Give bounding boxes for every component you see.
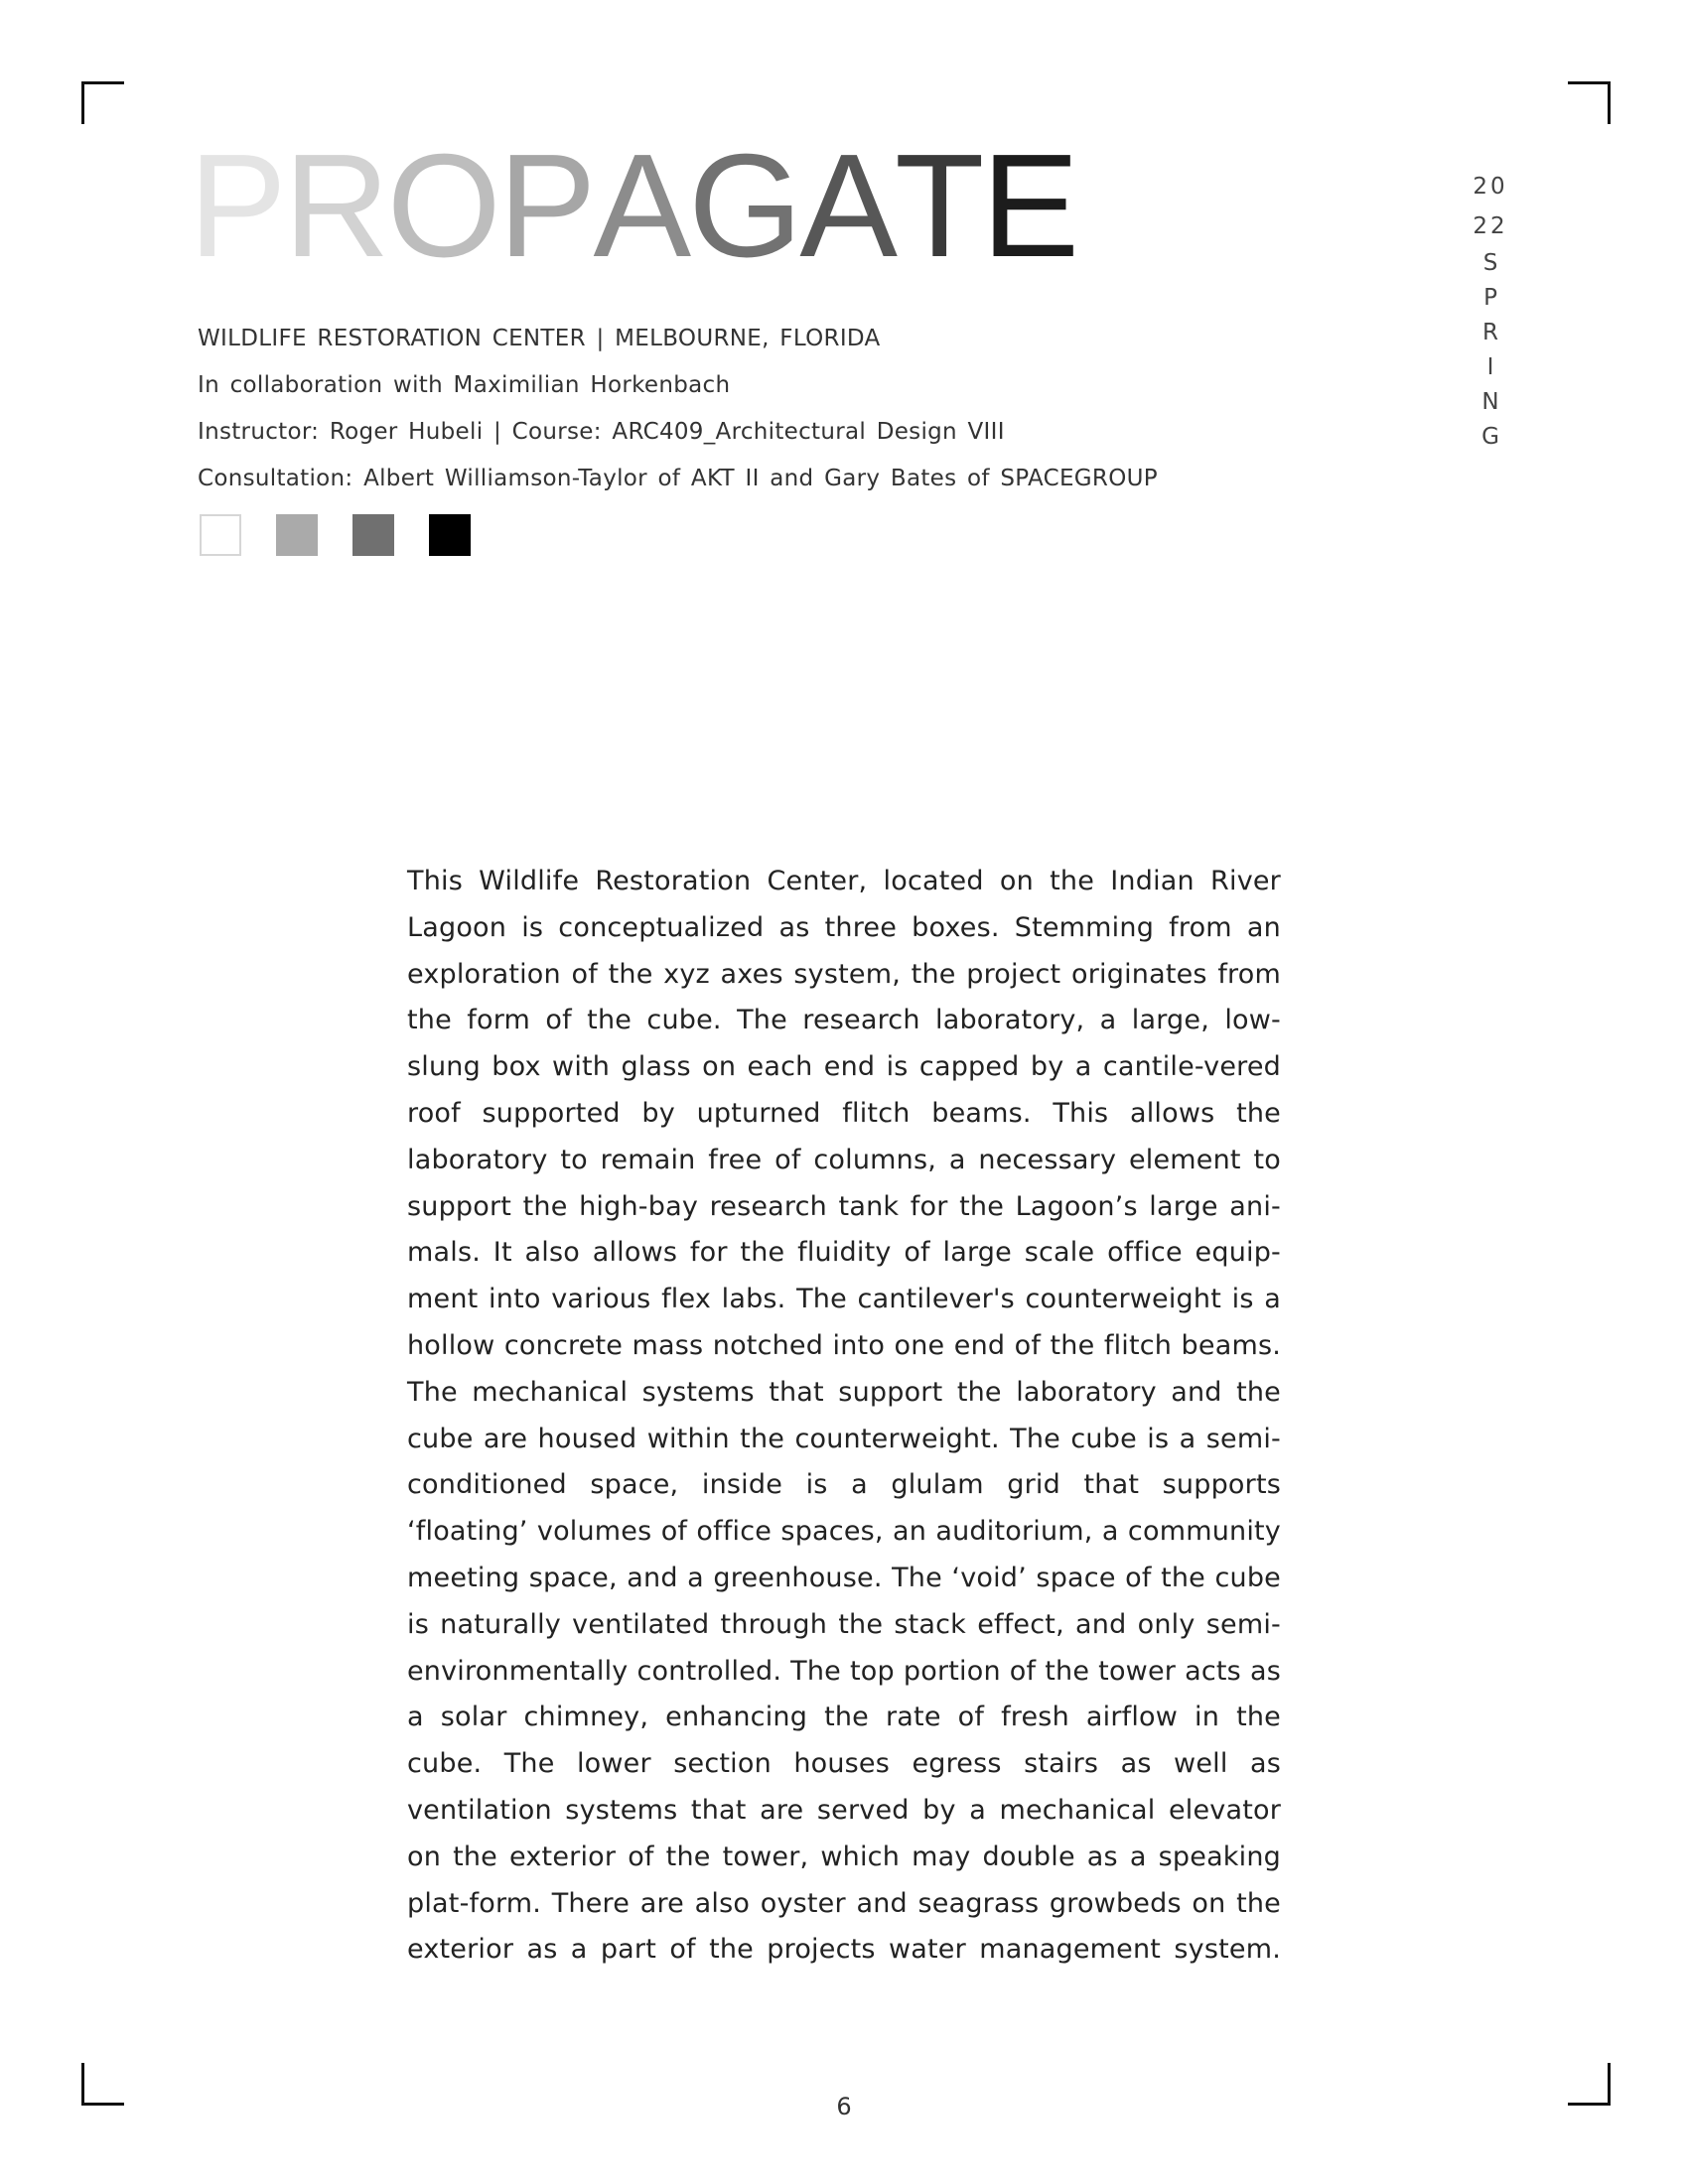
season-letter: I	[1486, 354, 1494, 380]
crop-mark-top-left	[81, 81, 124, 124]
semester-label	[1456, 167, 1525, 455]
color-swatch	[429, 514, 471, 556]
collaboration-credit: In collaboration with Maximilian Horkenbach	[198, 372, 731, 398]
crop-mark-bottom-left	[81, 2063, 124, 2106]
color-swatch	[200, 514, 241, 556]
color-swatch	[276, 514, 318, 556]
page-number: 6	[836, 2093, 852, 2120]
title-letter: E	[981, 124, 1077, 288]
project-location: WILDLIFE RESTORATION CENTER | MELBOURNE, FLORIDA	[198, 326, 881, 351]
title-letter: R	[283, 124, 387, 288]
title-letter: A	[799, 124, 896, 288]
instructor-course: Instructor: Roger Hubeli | Course: ARC409_Architectural Design VIII	[198, 419, 1005, 445]
season-vertical	[1456, 246, 1525, 455]
title-letter: G	[688, 124, 800, 288]
season-letter: R	[1482, 320, 1498, 345]
season-letter: S	[1482, 250, 1498, 276]
title-letter: O	[386, 124, 498, 288]
title-letter: T	[895, 124, 982, 288]
project-title	[189, 124, 1077, 288]
title-letter: P	[189, 124, 284, 288]
crop-mark-bottom-right	[1568, 2063, 1611, 2106]
season-letter: G	[1481, 424, 1499, 450]
project-description: This Wildlife Restoration Center, located on the Indian River Lagoon is conceptualized as three boxes. Stemming from an exploration of the xyz axes system, the project originates from the form of the cube. The research laboratory, a large, low-slung box with glass on each end is capped by a cantile-vered roof supported by upturned flitch beams. This allows the laboratory to remain free of columns, a necessary element to support the high-bay research tank for the Lagoon’s large ani-mals. It also allows for the fluidity of large scale office equip-ment into various flex labs. The cantilever's counterweight is a hollow concrete mass notched into one end of the flitch beams. The mechanical systems that support the laboratory and the cube are housed within the counterweight. The cube is a semi-conditioned space, inside is a glulam grid that supports ‘floating’ volumes of office spaces, an auditorium, a community meeting space, and a greenhouse. The ‘void’ space of the cube is naturally ventilated through the stack effect, and only semi-environmentally controlled. The top portion of the tower acts as a solar chimney, enhancing the rate of fresh airflow in the cube. The lower section houses egress stairs as well as ventilation systems that are served by a mechanical elevator on the exterior of the tower, which may double as a speaking plat-form. There are also oyster and seagrass growbeds on the exterior as a part of the projects water management system.	[407, 866, 1281, 1966]
year-bottom: 22	[1473, 213, 1508, 239]
title-letter: A	[593, 124, 689, 288]
color-swatch	[352, 514, 394, 556]
consultation-credit: Consultation: Albert Williamson-Taylor of AKT II and Gary Bates of SPACEGROUP	[198, 466, 1158, 491]
year-top: 20	[1473, 174, 1508, 200]
color-swatches	[200, 514, 471, 556]
season-letter: N	[1481, 389, 1499, 415]
season-letter: P	[1483, 285, 1497, 311]
crop-mark-top-right	[1568, 81, 1611, 124]
title-letter: P	[497, 124, 594, 288]
